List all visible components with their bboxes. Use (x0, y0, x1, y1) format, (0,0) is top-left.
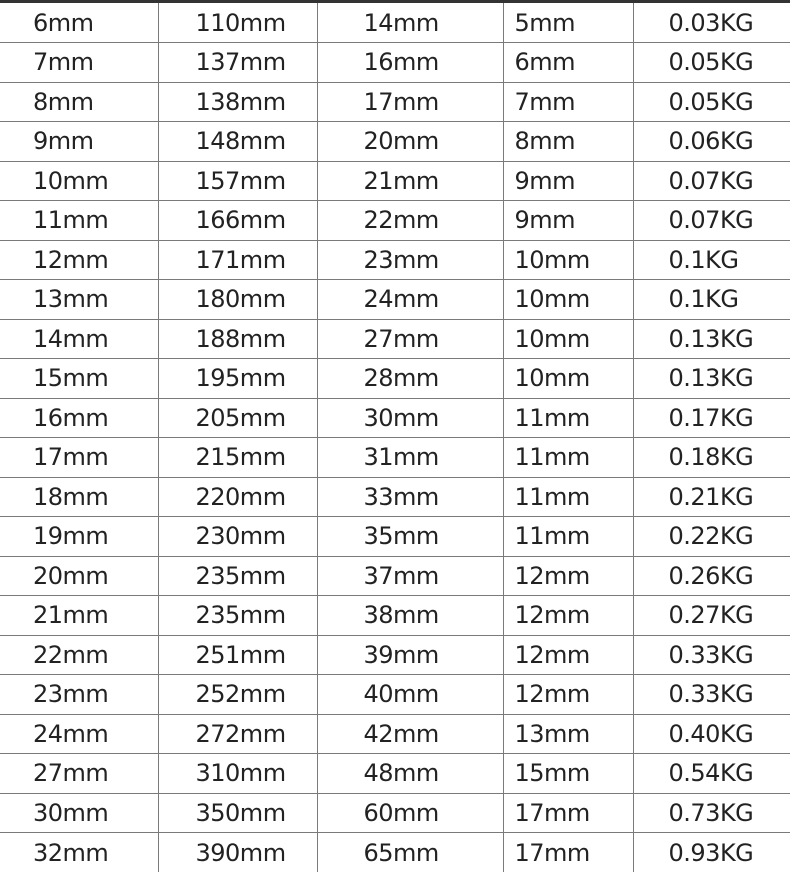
table-cell: 0.1KG (633, 280, 790, 320)
table-cell: 20mm (0, 556, 158, 596)
table-cell: 27mm (0, 754, 158, 794)
table-row (0, 82, 790, 122)
table-cell: 11mm (503, 438, 633, 478)
table-cell: 390mm (158, 833, 317, 873)
table-cell: 0.27KG (633, 596, 790, 636)
table-row (0, 3, 790, 43)
table-cell: 0.03KG (633, 3, 790, 43)
table-cell: 10mm (0, 161, 158, 201)
table-cell: 15mm (0, 359, 158, 399)
table-cell: 33mm (317, 477, 503, 517)
table-cell: 171mm (158, 240, 317, 280)
table-row (0, 122, 790, 162)
table-cell: 22mm (0, 635, 158, 675)
table-cell: 8mm (0, 82, 158, 122)
table-cell: 0.18KG (633, 438, 790, 478)
table-cell: 12mm (503, 675, 633, 715)
table-cell: 0.13KG (633, 359, 790, 399)
table-cell: 235mm (158, 596, 317, 636)
table-cell: 12mm (503, 556, 633, 596)
table-cell: 0.13KG (633, 319, 790, 359)
table-cell: 157mm (158, 161, 317, 201)
table-row (0, 161, 790, 201)
table-cell: 310mm (158, 754, 317, 794)
table-cell: 0.73KG (633, 793, 790, 833)
table-row (0, 714, 790, 754)
table-cell: 11mm (503, 398, 633, 438)
table-row (0, 201, 790, 241)
table-cell: 0.54KG (633, 754, 790, 794)
table-row (0, 793, 790, 833)
table-cell: 38mm (317, 596, 503, 636)
table-cell: 12mm (0, 240, 158, 280)
table-cell: 0.26KG (633, 556, 790, 596)
table-cell: 60mm (317, 793, 503, 833)
table-cell: 10mm (503, 319, 633, 359)
table-row (0, 517, 790, 557)
table-row (0, 556, 790, 596)
table-cell: 18mm (0, 477, 158, 517)
table-cell: 0.21KG (633, 477, 790, 517)
table-cell: 0.17KG (633, 398, 790, 438)
table-cell: 35mm (317, 517, 503, 557)
table-row (0, 477, 790, 517)
table-row (0, 596, 790, 636)
table-cell: 23mm (317, 240, 503, 280)
table-cell: 11mm (503, 477, 633, 517)
table-row (0, 319, 790, 359)
table-cell: 7mm (0, 43, 158, 83)
table-cell: 31mm (317, 438, 503, 478)
table-cell: 30mm (0, 793, 158, 833)
table-cell: 42mm (317, 714, 503, 754)
table-cell: 28mm (317, 359, 503, 399)
table-cell: 17mm (503, 833, 633, 873)
table-cell: 65mm (317, 833, 503, 873)
table-cell: 220mm (158, 477, 317, 517)
table-cell: 21mm (317, 161, 503, 201)
table-cell: 14mm (317, 3, 503, 43)
table-row (0, 833, 790, 873)
table-cell: 195mm (158, 359, 317, 399)
table-cell: 251mm (158, 635, 317, 675)
table-row (0, 280, 790, 320)
table-cell: 24mm (317, 280, 503, 320)
table-cell: 0.33KG (633, 635, 790, 675)
table-cell: 6mm (503, 43, 633, 83)
table-cell: 10mm (503, 240, 633, 280)
table-cell: 17mm (317, 82, 503, 122)
table-row (0, 438, 790, 478)
table-cell: 7mm (503, 82, 633, 122)
table-cell: 12mm (503, 596, 633, 636)
table-cell: 21mm (0, 596, 158, 636)
table-cell: 148mm (158, 122, 317, 162)
table-cell: 24mm (0, 714, 158, 754)
table-cell: 9mm (503, 161, 633, 201)
specification-table-body (0, 3, 790, 872)
table-cell: 0.33KG (633, 675, 790, 715)
table-cell: 14mm (0, 319, 158, 359)
table-cell: 32mm (0, 833, 158, 873)
table-cell: 0.05KG (633, 82, 790, 122)
table-cell: 137mm (158, 43, 317, 83)
table-row (0, 43, 790, 83)
table-cell: 215mm (158, 438, 317, 478)
table-cell: 17mm (503, 793, 633, 833)
table-cell: 0.07KG (633, 201, 790, 241)
table-cell: 13mm (503, 714, 633, 754)
table-cell: 10mm (503, 280, 633, 320)
table-cell: 16mm (317, 43, 503, 83)
table-cell: 0.40KG (633, 714, 790, 754)
table-cell: 9mm (0, 122, 158, 162)
table-row (0, 754, 790, 794)
table-cell: 0.06KG (633, 122, 790, 162)
table-cell: 0.93KG (668, 838, 754, 867)
table-cell: 12mm (503, 635, 633, 675)
table-cell: 272mm (158, 714, 317, 754)
table-cell: 13mm (0, 280, 158, 320)
table-cell: 138mm (158, 82, 317, 122)
table-cell: 17mm (0, 438, 158, 478)
table-cell: 11mm (503, 517, 633, 557)
table-cell: 22mm (317, 201, 503, 241)
table-cell: 350mm (158, 793, 317, 833)
table-cell: 230mm (158, 517, 317, 557)
table-cell: 20mm (317, 122, 503, 162)
table-cell: 252mm (158, 675, 317, 715)
table-row (0, 675, 790, 715)
table-cell: 30mm (317, 398, 503, 438)
table-row (0, 398, 790, 438)
table-cell: 16mm (0, 398, 158, 438)
table-row (0, 240, 790, 280)
table-row (0, 359, 790, 399)
table-cell: 40mm (317, 675, 503, 715)
table-cell: 0.22KG (633, 517, 790, 557)
table-cell: 205mm (158, 398, 317, 438)
specification-table (0, 3, 790, 872)
table-cell: 5mm (503, 3, 633, 43)
table-cell: 15mm (503, 754, 633, 794)
table-cell: 166mm (158, 201, 317, 241)
table-cell: 23mm (0, 675, 158, 715)
table-cell: 27mm (317, 319, 503, 359)
table-cell: 11mm (0, 201, 158, 241)
table-cell: 110mm (158, 3, 317, 43)
table-cell: 9mm (503, 201, 633, 241)
table-row (0, 635, 790, 675)
table-cell: 0.05KG (633, 43, 790, 83)
table-cell: 48mm (317, 754, 503, 794)
table-cell: 6mm (0, 3, 158, 43)
table-cell: 8mm (503, 122, 633, 162)
table-cell: 180mm (158, 280, 317, 320)
table-cell: 188mm (158, 319, 317, 359)
table-cell: 39mm (317, 635, 503, 675)
table-cell: 235mm (158, 556, 317, 596)
table-cell: 10mm (503, 359, 633, 399)
table-cell: 0.07KG (633, 161, 790, 201)
table-cell: 0.1KG (633, 240, 790, 280)
table-cell: 37mm (317, 556, 503, 596)
table-cell: 19mm (0, 517, 158, 557)
